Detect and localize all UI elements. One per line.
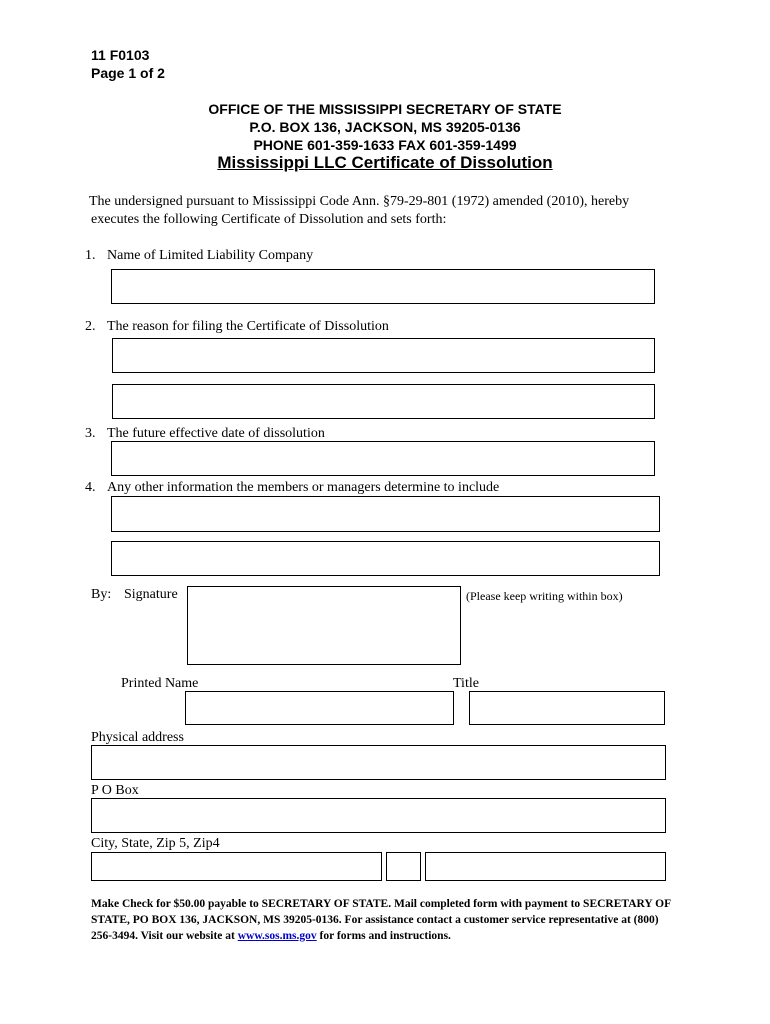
footer-text-1: Make Check for $50.00 payable to SECRETARY OF STATE. Mail completed form with payment to SECRETARY OF STATE, PO BOX 136, JACKSON, MS 39205-0136. For assistance contact a customer service representative at (800) 256-3494. Visit our website at (91, 898, 671, 942)
signature-label: Signature (124, 587, 178, 602)
reason-field-line-2[interactable] (112, 384, 655, 419)
po-box-label: P O Box (91, 783, 139, 798)
state-field[interactable] (386, 852, 421, 881)
item-number: 4. (85, 480, 96, 495)
city-state-zip-label: City, State, Zip 5, Zip4 (91, 836, 220, 851)
llc-name-field[interactable] (111, 269, 655, 304)
signature-note: (Please keep writing within box) (466, 589, 623, 603)
item-text: Name of Limited Liability Company (107, 248, 314, 263)
item-text: Any other information the members or managers determine to include (107, 480, 500, 495)
item-4-label (85, 478, 499, 498)
po-box-field[interactable] (91, 798, 666, 833)
by-label: By: (91, 587, 112, 602)
physical-address-field[interactable] (91, 745, 666, 780)
other-info-field-line-1[interactable] (111, 496, 660, 532)
payment-instructions (91, 896, 681, 944)
page-indicator: Page 1 of 2 (91, 65, 165, 81)
office-name: OFFICE OF THE MISSISSIPPI SECRETARY OF STATE (208, 101, 562, 117)
item-text: The reason for filing the Certificate of Dissolution (107, 319, 389, 334)
printed-name-field[interactable] (185, 691, 454, 725)
item-number: 3. (85, 426, 96, 441)
title-field[interactable] (469, 691, 665, 725)
page-title: Mississippi LLC Certificate of Dissolution (217, 153, 553, 172)
form-number: 11 F0103 (91, 47, 150, 63)
website-link[interactable]: www.sos.ms.gov (237, 930, 317, 942)
reason-field-line-1[interactable] (112, 338, 655, 373)
physical-address-label: Physical address (91, 730, 184, 745)
footer-text-2: for forms and instructions. (316, 930, 451, 942)
city-field[interactable] (91, 852, 382, 881)
item-text: The future effective date of dissolution (107, 426, 325, 441)
office-address: P.O. BOX 136, JACKSON, MS 39205-0136 (249, 119, 521, 135)
item-1-label (85, 246, 313, 266)
item-number: 1. (85, 248, 96, 263)
item-2-label (85, 317, 389, 337)
signature-field[interactable] (187, 586, 461, 665)
zip-field[interactable] (425, 852, 666, 881)
intro-line-1: The undersigned pursuant to Mississippi Code Ann. §79-29-801 (1972) amended (2010), hereby (89, 194, 630, 209)
title-label: Title (453, 676, 479, 691)
intro-line-2: executes the following Certificate of Dissolution and sets forth: (91, 212, 447, 227)
item-number: 2. (85, 319, 96, 334)
printed-name-label: Printed Name (121, 676, 199, 691)
other-info-field-line-2[interactable] (111, 541, 660, 576)
effective-date-field[interactable] (111, 441, 655, 476)
office-phone: PHONE 601-359-1633 FAX 601-359-1499 (253, 137, 517, 153)
